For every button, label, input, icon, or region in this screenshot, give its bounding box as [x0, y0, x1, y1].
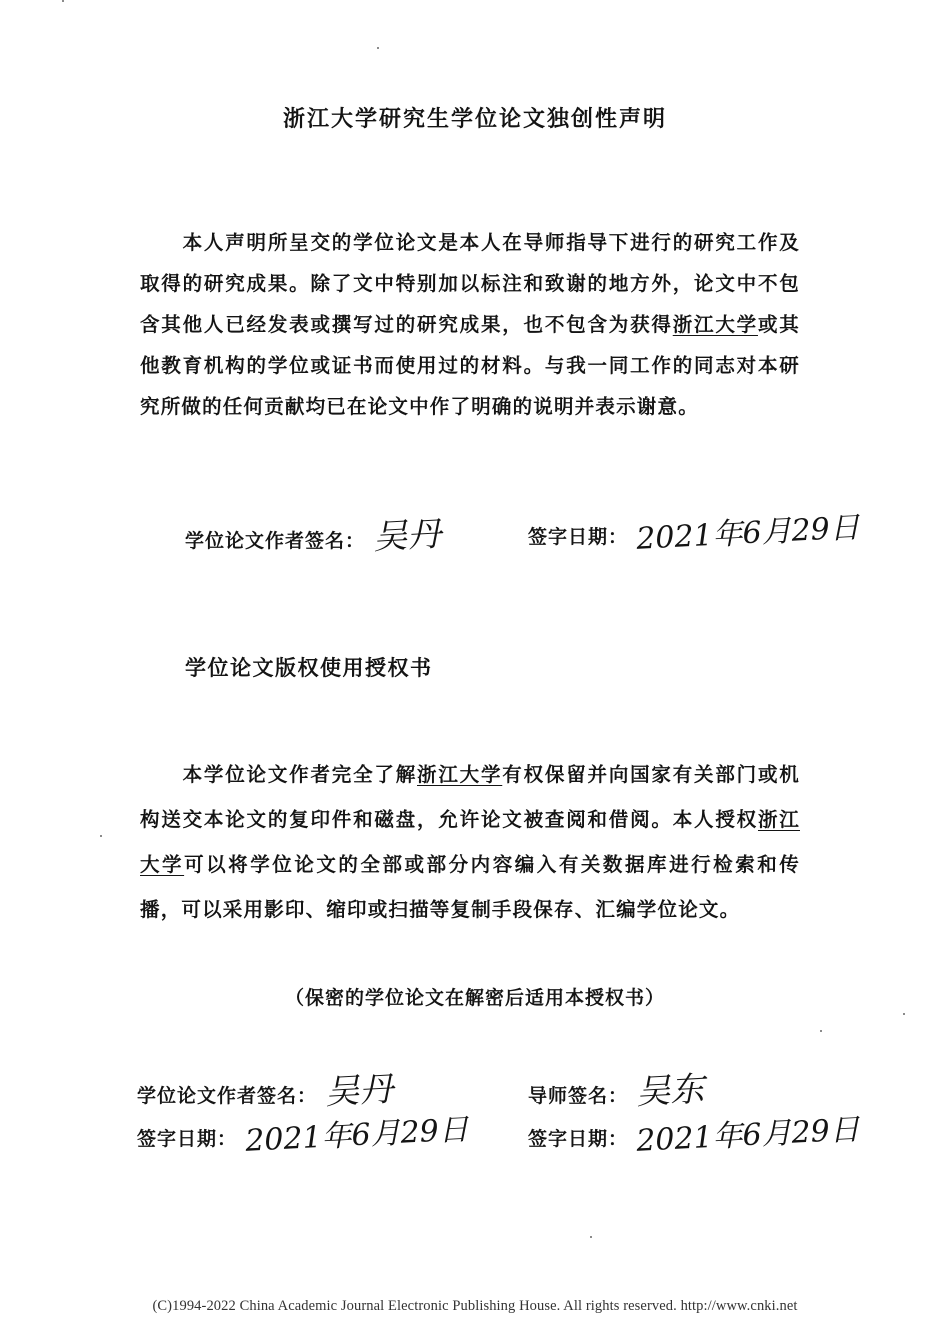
supervisor-signature-label: 导师签名：	[528, 1085, 629, 1107]
declaration-title: 浙江大学研究生学位论文独创性声明	[282, 106, 667, 132]
cnki-copyright-footer: (C)1994-2022 China Academic Journal Electronic Publishing House. All rights reserved. http://www.cnki.net	[152, 1298, 798, 1314]
authorization-date-row-right	[528, 1110, 861, 1159]
author-signature-label: 学位论文作者签名：	[185, 530, 366, 552]
authorization-date-row-left	[137, 1110, 470, 1159]
author-signature-label: 学位论文作者签名：	[137, 1085, 318, 1107]
confidential-note: （保密的学位论文在解密后适用本授权书）	[284, 987, 665, 1009]
declaration-date-row	[528, 508, 861, 557]
declaration-text-b: 或其他教育机构的学位或证书而使用过的材料。与我一同工作的同志对本研究所做的任何贡献均已在论文中作了明确的说明并表示谢意。	[140, 313, 800, 418]
declaration-paragraph	[140, 222, 800, 427]
authorization-title: 学位论文版权使用授权书	[185, 655, 433, 680]
supervisor-handwritten-signature: 吴东	[634, 1069, 705, 1113]
authorization-text-b: 有权保留并向国家有关部门或机构送交本论文的复印件和磁盘，允许论文被查阅和借阅。本人授权	[140, 763, 800, 831]
date-label: 签字日期：	[528, 526, 629, 548]
authorization-text-c: 可以将学位论文的全部或部分内容编入有关数据库进行检索和传播，可以采用影印、缩印或扫描等复制手段保存、汇编学位论文。	[140, 853, 800, 921]
handwritten-date: 2021年6月29日	[635, 1112, 861, 1159]
university-name-underlined: 浙江大学	[672, 313, 758, 336]
handwritten-date: 2021年6月29日	[244, 1112, 470, 1159]
date-label: 签字日期：	[528, 1128, 629, 1150]
authorization-text-a: 本学位论文作者完全了解	[182, 763, 418, 786]
author-handwritten-signature: 吴丹	[323, 1069, 394, 1113]
date-label: 签字日期：	[137, 1128, 238, 1150]
authorization-paragraph	[140, 752, 800, 932]
author-handwritten-signature: 吴丹	[371, 514, 442, 558]
declaration-author-signature-row	[185, 508, 441, 557]
supervisor-signature-row	[528, 1063, 704, 1112]
authorization-author-signature-row	[137, 1063, 393, 1112]
declaration-text-a: 本人声明所呈交的学位论文是本人在导师指导下进行的研究工作及取得的研究成果。除了文中特别加以标注和致谢的地方外，论文中不包含其他人已经发表或撰写过的研究成果，也不包含为获得	[140, 231, 800, 336]
handwritten-date: 2021年6月29日	[635, 510, 861, 557]
university-name-underlined: 浙江大学	[140, 808, 800, 876]
university-name-underlined: 浙江大学	[417, 763, 503, 786]
